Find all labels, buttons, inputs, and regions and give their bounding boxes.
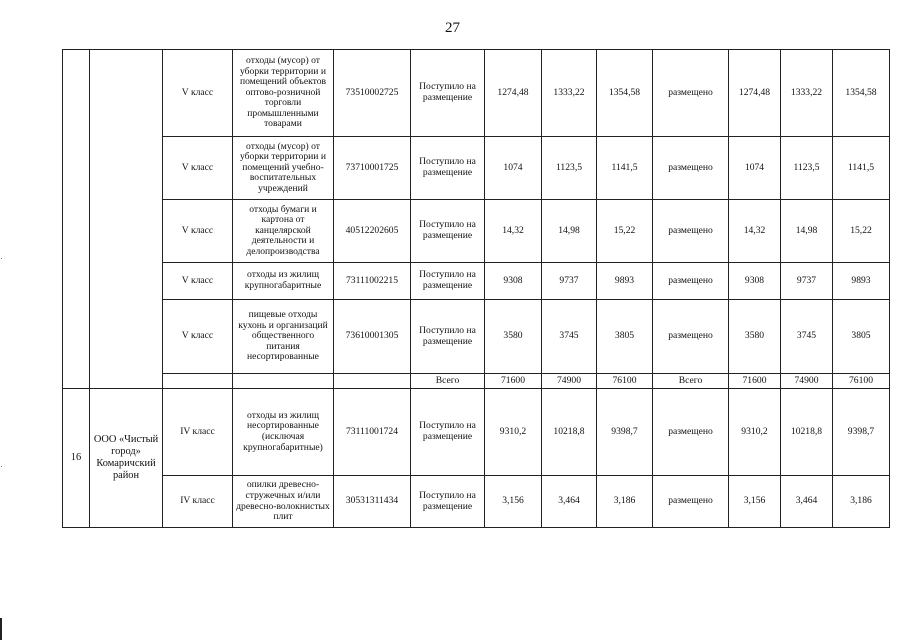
method: размещено — [653, 50, 729, 137]
fkko-code: 40512202605 — [334, 200, 411, 263]
value-1: 3580 — [485, 300, 542, 374]
value-2: 3,464 — [542, 476, 597, 528]
value-2: 1123,5 — [542, 137, 597, 200]
result-1: 1274,48 — [729, 50, 781, 137]
value-3: 15,22 — [597, 200, 653, 263]
result-3: 9398,7 — [833, 389, 890, 476]
result-1: 3580 — [729, 300, 781, 374]
value-1: 9310,2 — [485, 389, 542, 476]
total-label: Всего — [411, 374, 485, 389]
total-result-3: 76100 — [833, 374, 890, 389]
result-1: 9310,2 — [729, 389, 781, 476]
table-row — [63, 300, 890, 374]
total-label-2: Всего — [653, 374, 729, 389]
hazard-class: V класс — [163, 137, 233, 200]
waste-name: опилки древесно-стружечных и/или древесно-волокнистых плит — [233, 476, 334, 528]
value-2: 3745 — [542, 300, 597, 374]
operation: Поступило на размещение — [411, 476, 485, 528]
value-1: 1074 — [485, 137, 542, 200]
hazard-class: V класс — [163, 50, 233, 137]
operation: Поступило на размещение — [411, 137, 485, 200]
hazard-class: IV класс — [163, 389, 233, 476]
operation: Поступило на размещение — [411, 50, 485, 137]
value-2: 10218,8 — [542, 389, 597, 476]
total-row — [63, 374, 890, 389]
result-3: 1354,58 — [833, 50, 890, 137]
organization-cell — [90, 50, 163, 389]
value-3: 1141,5 — [597, 137, 653, 200]
table-row — [63, 50, 890, 137]
value-3: 9893 — [597, 263, 653, 300]
waste-name: отходы бумаги и картона от канцелярской деятельности и делопроизводства — [233, 200, 334, 263]
scan-edge-mark — [0, 618, 2, 640]
value-3: 9398,7 — [597, 389, 653, 476]
result-3: 3,186 — [833, 476, 890, 528]
operation: Поступило на размещение — [411, 300, 485, 374]
result-1: 1074 — [729, 137, 781, 200]
result-3: 9893 — [833, 263, 890, 300]
waste-table — [62, 49, 890, 528]
total-result-1: 71600 — [729, 374, 781, 389]
fkko-code: 73710001725 — [334, 137, 411, 200]
method: размещено — [653, 389, 729, 476]
value-3: 3805 — [597, 300, 653, 374]
scan-speck — [1, 258, 2, 259]
result-1: 9308 — [729, 263, 781, 300]
table-row — [63, 263, 890, 300]
empty-cell — [334, 374, 411, 389]
value-1: 1274,48 — [485, 50, 542, 137]
hazard-class: IV класс — [163, 476, 233, 528]
value-1: 9308 — [485, 263, 542, 300]
result-2: 9737 — [781, 263, 833, 300]
fkko-code: 73610001305 — [334, 300, 411, 374]
value-2: 9737 — [542, 263, 597, 300]
value-3: 1354,58 — [597, 50, 653, 137]
method: размещено — [653, 476, 729, 528]
index-cell — [63, 50, 90, 389]
value-3: 3,186 — [597, 476, 653, 528]
fkko-code: 73111001724 — [334, 389, 411, 476]
method: размещено — [653, 300, 729, 374]
operation: Поступило на размещение — [411, 263, 485, 300]
method: размещено — [653, 263, 729, 300]
table-row — [63, 137, 890, 200]
result-3: 15,22 — [833, 200, 890, 263]
table-row — [63, 389, 890, 476]
result-2: 14,98 — [781, 200, 833, 263]
waste-name: отходы из жилищ крупногабаритные — [233, 263, 334, 300]
table-row — [63, 200, 890, 263]
fkko-code: 73510002725 — [334, 50, 411, 137]
waste-name: пищевые отходы кухонь и организаций общественного питания несортированные — [233, 300, 334, 374]
result-3: 1141,5 — [833, 137, 890, 200]
value-2: 1333,22 — [542, 50, 597, 137]
fkko-code: 30531311434 — [334, 476, 411, 528]
value-2: 14,98 — [542, 200, 597, 263]
empty-cell — [163, 374, 233, 389]
scan-speck — [1, 466, 2, 467]
total-result-2: 74900 — [781, 374, 833, 389]
operation: Поступило на размещение — [411, 200, 485, 263]
organization-name: ООО «Чистый город» Комаричский район — [90, 389, 163, 528]
result-2: 1123,5 — [781, 137, 833, 200]
empty-cell — [233, 374, 334, 389]
result-2: 1333,22 — [781, 50, 833, 137]
fkko-code: 73111002215 — [334, 263, 411, 300]
table-row — [63, 476, 890, 528]
hazard-class: V класс — [163, 300, 233, 374]
total-value-2: 74900 — [542, 374, 597, 389]
value-1: 3,156 — [485, 476, 542, 528]
result-3: 3805 — [833, 300, 890, 374]
value-1: 14,32 — [485, 200, 542, 263]
result-2: 10218,8 — [781, 389, 833, 476]
result-2: 3745 — [781, 300, 833, 374]
result-1: 3,156 — [729, 476, 781, 528]
hazard-class: V класс — [163, 263, 233, 300]
result-1: 14,32 — [729, 200, 781, 263]
waste-name: отходы (мусор) от уборки территории и помещений учебно-воспитательных учреждений — [233, 137, 334, 200]
operation: Поступило на размещение — [411, 389, 485, 476]
method: размещено — [653, 200, 729, 263]
result-2: 3,464 — [781, 476, 833, 528]
total-value-1: 71600 — [485, 374, 542, 389]
method: размещено — [653, 137, 729, 200]
hazard-class: V класс — [163, 200, 233, 263]
row-index: 16 — [63, 389, 90, 528]
total-value-3: 76100 — [597, 374, 653, 389]
page-number: 27 — [445, 20, 460, 36]
waste-name: отходы из жилищ несортированные (исключая крупногабаритные) — [233, 389, 334, 476]
waste-name: отходы (мусор) от уборки территории и помещений объектов оптово-розничной торговли промышленными товарами — [233, 50, 334, 137]
